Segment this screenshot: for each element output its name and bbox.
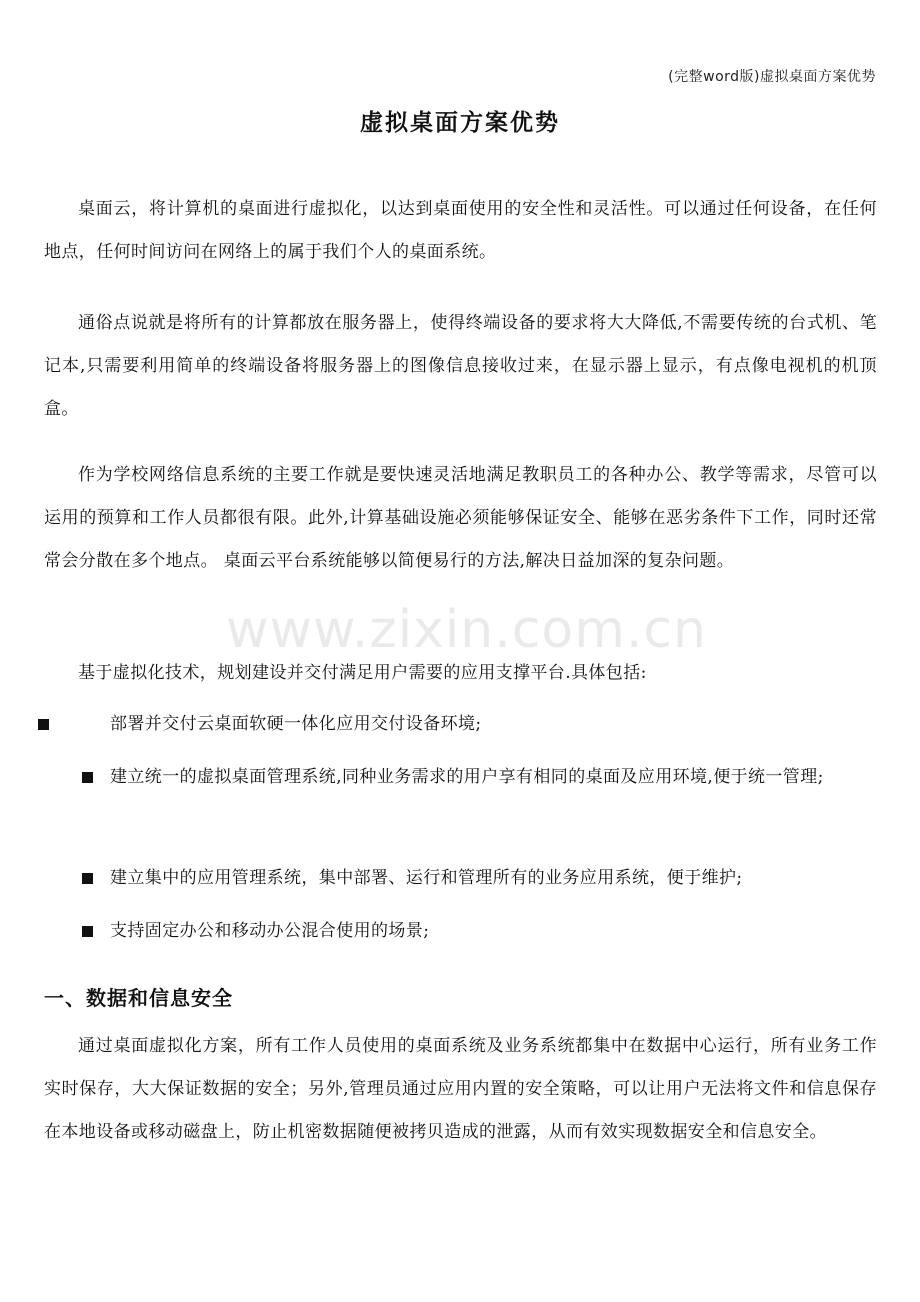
list-item: [0, 703, 877, 746]
intro-paragraph-3-block: [44, 454, 877, 583]
bullet-text: 支持固定办公和移动办公混合使用的场景;: [110, 921, 430, 941]
page-header: (完整word版)虚拟桌面方案优势: [668, 69, 876, 85]
square-bullet-icon: [82, 772, 93, 783]
bullet-list: [44, 703, 877, 746]
bullet-text: 建立统一的虚拟桌面管理系统,同种业务需求的用户享有相同的桌面及应用环境,便于统一管理;: [110, 767, 824, 787]
bullet-list-2: [44, 756, 877, 799]
document-title: 虚拟桌面方案优势: [360, 110, 560, 136]
intro-paragraph-2: 通俗点说就是将所有的计算都放在服务器上，使得终端设备的要求将大大降低,不需要传统的台式机、笔记本,只需要利用简单的终端设备将服务器上的图像信息接收过来，在显示器上显示，有点像电视机的机顶盒。: [44, 313, 877, 419]
section-1-paragraph-block: [44, 1025, 877, 1154]
intro-paragraph-4: 基于虚拟化技术，规划建设并交付满足用户需要的应用支撑平台.具体包括:: [78, 663, 647, 683]
bullet-list-3: [44, 857, 877, 900]
list-item: [44, 756, 877, 799]
square-bullet-icon: [82, 926, 93, 937]
intro-paragraph-3: 作为学校网络信息系统的主要工作就是要快速灵活地满足教职员工的各种办公、教学等需求，尽管可以运用的预算和工作人员都很有限。此外,计算基础设施必须能够保证安全、能够在恶劣条件下工作，同时还常常会分散在多个地点。 桌面云平台系统能够以简便易行的方法,解决日益加深的复杂问题。: [44, 465, 877, 571]
section-heading: 一、数据和信息安全: [44, 986, 233, 1010]
bullet-text: 建立集中的应用管理系统，集中部署、运行和管理所有的业务应用系统，便于维护;: [110, 868, 743, 888]
bullet-text: 部署并交付云桌面软硬一体化应用交付设备环境;: [110, 714, 482, 734]
intro-paragraph-2-block: [44, 302, 877, 431]
list-item: [44, 910, 877, 953]
square-bullet-icon: [38, 719, 49, 730]
bullet-list-4: [44, 910, 877, 953]
section-paragraph: 通过桌面虚拟化方案，所有工作人员使用的桌面系统及业务系统都集中在数据中心运行，所有业务工作实时保存，大大保证数据的安全；另外,管理员通过应用内置的安全策略，可以让用户无法将文件和信息保存在本地设备或移动磁盘上，防止机密数据随便被拷贝造成的泄露，从而有效实现数据安全和信息安全。: [44, 1036, 877, 1142]
square-bullet-icon: [82, 873, 93, 884]
section-1-heading-block: [44, 982, 877, 1011]
list-item: [44, 857, 877, 900]
watermark: www.zixin.com.cn: [226, 600, 707, 660]
intro-paragraph-1-block: [44, 188, 877, 274]
intro-paragraph-1: 桌面云，将计算机的桌面进行虚拟化，以达到桌面使用的安全性和灵活性。可以通过任何设备，在任何地点，任何时间访问在网络上的属于我们个人的桌面系统。: [44, 199, 877, 262]
